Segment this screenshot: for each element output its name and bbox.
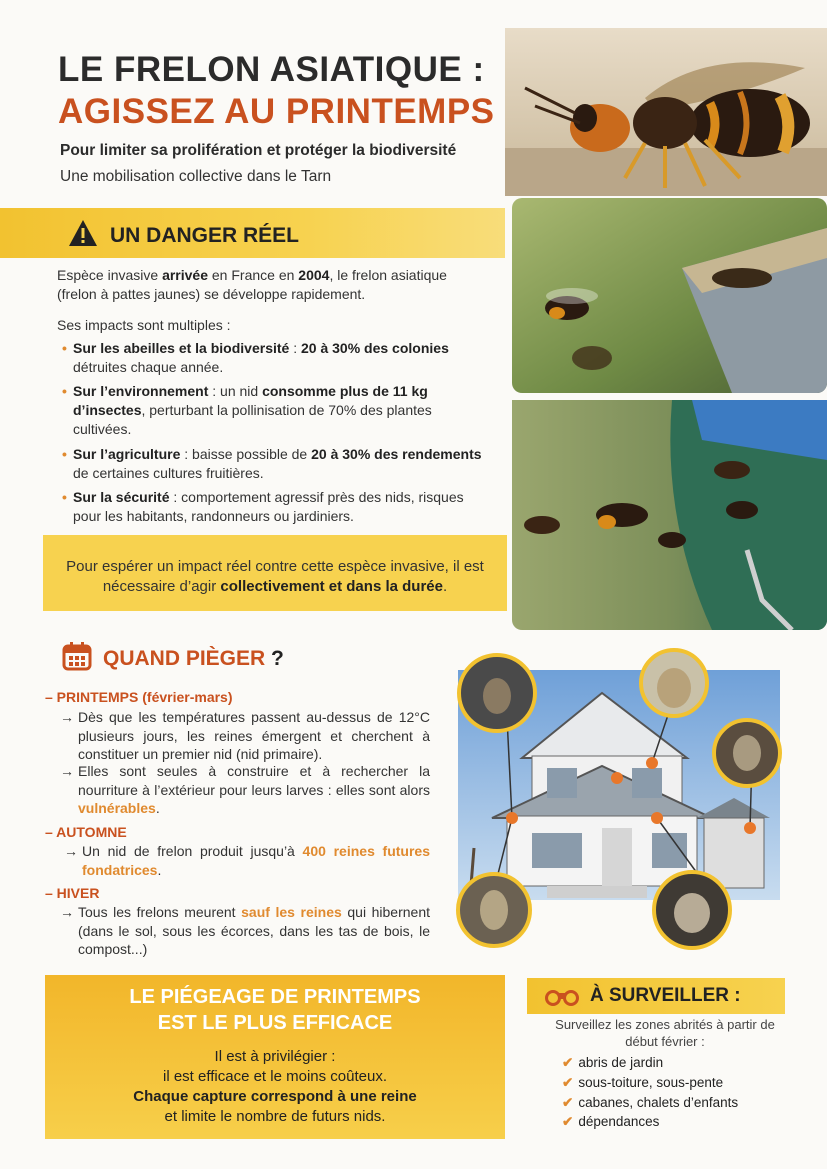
surveiller-intro: Surveillez les zones abrités à partir de début février :: [555, 1017, 775, 1049]
page-subtitle: Pour limiter sa prolifération et protéger la biodiversité: [60, 142, 457, 159]
hiver-item-1: → Tous les frelons meurent sauf les reines qui hibernent (dans le sol, sous les écorces, dans les tas de bois, le compost...): [60, 904, 431, 957]
surveiller-item: ✔ dépendances: [562, 1114, 660, 1129]
season-automne: – AUTOMNE: [45, 824, 127, 840]
page-subtitle-2: Une mobilisation collective dans le Tarn: [60, 168, 332, 185]
house-nest-illustration: [452, 648, 784, 953]
hornet-hero-image: [505, 28, 827, 196]
surveiller-title: À SURVEILLER :: [590, 985, 741, 1006]
quand-pieger-title: QUAND PIÈGER ?: [103, 647, 284, 670]
danger-section-title: UN DANGER RÉEL: [110, 224, 300, 247]
trap-title-line1: LE PIÉGEAGE DE PRINTEMPS: [129, 986, 421, 1008]
printemps-item-2: → Elles sont seules à construire et à rechercher la nourriture à l’extérieur pour leurs larves : elles sont alors vulnérables.: [60, 763, 430, 816]
impact-callout-text: Pour espérer un impact réel contre cette espèce invasive, il est nécessaire d’agir collectivement et dans la durée.: [66, 558, 484, 595]
surveiller-item: ✔ cabanes, chalets d’enfants: [562, 1095, 739, 1110]
impact-bullet-bees: • Sur les abeilles et la biodiversité : 20 à 30% des colonies détruites chaque année.: [62, 340, 449, 375]
check-icon: ✔: [562, 1114, 574, 1129]
trap-title-line2: EST LE PLUS EFFICACE: [157, 1012, 393, 1034]
hornets-at-hive-photo-1: [512, 198, 827, 393]
impact-bullet-security: • Sur la sécurité : comportement agressif près des nids, risques pour les habitants, randonneurs ou jardiniers.: [62, 489, 464, 524]
trap-line-4: et limite le nombre de futurs nids.: [164, 1108, 386, 1125]
impact-bullet-environment: • Sur l’environnement : un nid consomme plus de 11 kg d’insectes, perturbant la pollinisation de 70% des plantes cultivées.: [62, 383, 432, 437]
binoculars-icon: [545, 987, 579, 1007]
trap-line-1: Il est à privilégier :: [214, 1048, 336, 1065]
check-icon: ✔: [562, 1095, 574, 1110]
trap-body: [60, 1047, 490, 1127]
page-title-line1: LE FRELON ASIATIQUE :: [58, 50, 485, 89]
impact-bullet-agriculture: • Sur l’agriculture : baisse possible de 20 à 30% des rendements de certaines cultures fruitières.: [62, 446, 482, 481]
warning-icon: [68, 219, 98, 247]
season-printemps: – PRINTEMPS (février-mars): [45, 689, 233, 705]
calendar-icon: [62, 641, 92, 671]
season-hiver: – HIVER: [45, 885, 100, 901]
impacts-lead: Ses impacts sont multiples :: [57, 317, 231, 333]
automne-item-1: → Un nid de frelon produit jusqu’à 400 reines futures fondatrices.: [64, 843, 430, 878]
check-icon: ✔: [562, 1075, 574, 1090]
surveiller-item: ✔ abris de jardin: [562, 1055, 664, 1070]
trap-line-3: Chaque capture correspond à une reine: [133, 1088, 417, 1105]
trap-line-2: il est efficace et le moins coûteux.: [162, 1068, 387, 1085]
printemps-item-1: → Dès que les températures passent au-dessus de 12°C plusieurs jours, les reines émergent et cherchent à constituer un premier nid (nid primaire).: [60, 709, 430, 762]
surveiller-item: ✔ sous-toiture, sous-pente: [562, 1075, 724, 1090]
danger-intro: Espèce invasive arrivée en France en 2004, le frelon asiatique (frelon à pattes jaunes) se développe rapidement.: [57, 267, 447, 302]
page-title-line2: AGISSEZ AU PRINTEMPS: [58, 92, 495, 131]
hornets-at-hive-photo-2: [512, 400, 827, 630]
check-icon: ✔: [562, 1055, 574, 1070]
